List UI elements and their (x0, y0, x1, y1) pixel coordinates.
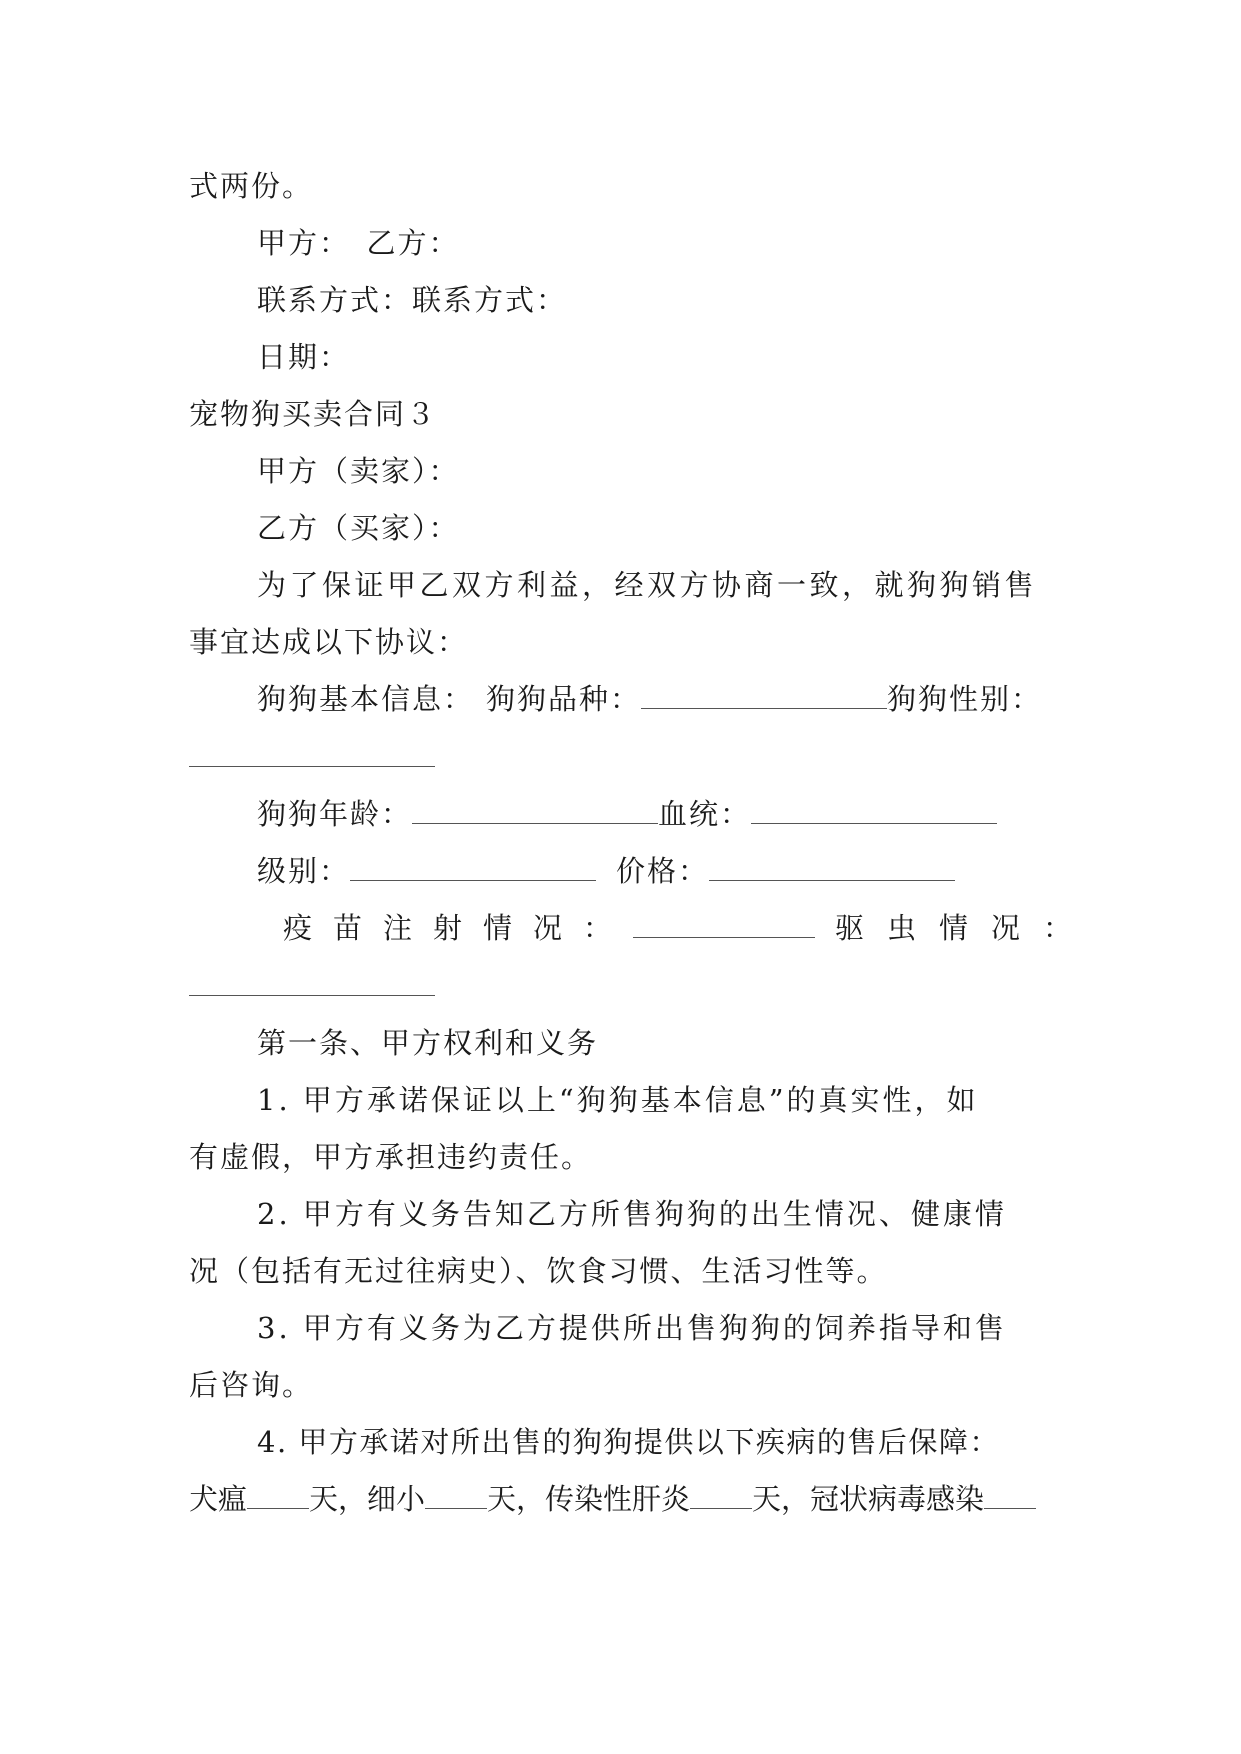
text-line: 式两份。 (189, 169, 314, 203)
basic-info-row-4 (283, 908, 1095, 948)
article-1-item-1-cont: 有虚假，甲方承担违约责任。 (189, 1140, 593, 1174)
deworm-label: 驱虫情况： (835, 911, 1096, 945)
article-1-item-1: 1. 甲方承诺保证以上“狗狗基本信息”的真实性，如 (257, 1083, 979, 1117)
date-line: 日期： (257, 340, 351, 374)
disease-3-label: 天，传染性肝炎 (487, 1482, 691, 1516)
article-1-item-2-cont: 况（包括有无过往病史）、饮食习惯、生活习性等。 (189, 1254, 888, 1288)
pedigree-blank[interactable] (751, 797, 997, 824)
breed-label: 狗狗品种： (486, 682, 642, 716)
contract-title: 宠物狗买卖合同３ (189, 397, 438, 431)
disease-3-blank[interactable] (690, 1482, 752, 1509)
age-blank[interactable] (412, 797, 658, 824)
disease-line (189, 1479, 1036, 1519)
disease-2-blank[interactable] (425, 1482, 487, 1509)
disease-2-label: 天，细小 (309, 1482, 426, 1516)
contact-line: 联系方式：联系方式： (257, 283, 568, 317)
basic-info-row-2 (257, 794, 997, 834)
grade-label: 级别： (257, 854, 351, 888)
seller-line: 甲方（卖家）： (257, 454, 460, 488)
vaccine-blank[interactable] (633, 911, 815, 938)
pedigree-label: 血统： (658, 797, 752, 831)
age-label: 狗狗年龄： (257, 797, 413, 831)
sex-blank[interactable] (189, 766, 435, 767)
basic-info-row-3 (257, 851, 955, 891)
basic-info-row-1 (257, 679, 1042, 719)
breed-blank[interactable] (641, 682, 887, 709)
party-line: 甲方： 乙方： (257, 226, 460, 260)
article-1-item-3-cont: 后咨询。 (189, 1368, 314, 1402)
disease-4-blank[interactable] (984, 1482, 1036, 1509)
vaccine-label: 疫苗注射情况： (283, 911, 634, 945)
sex-label: 狗狗性别： (887, 682, 1043, 716)
price-blank[interactable] (709, 854, 955, 881)
basic-info-label: 狗狗基本信息： (257, 682, 475, 716)
grade-blank[interactable] (350, 854, 596, 881)
deworm-blank[interactable] (189, 995, 435, 996)
preamble-line-2: 事宜达成以下协议： (189, 625, 469, 659)
buyer-line: 乙方（买家）： (257, 511, 460, 545)
article-1-title: 第一条、甲方权利和义务 (257, 1026, 599, 1060)
disease-4-label: 天，冠状病毒感染 (752, 1482, 985, 1516)
disease-1-label: 犬瘟 (189, 1482, 248, 1516)
article-1-item-4: 4. 甲方承诺对所出售的狗狗提供以下疾病的售后保障： (257, 1425, 1000, 1459)
disease-1-blank[interactable] (247, 1482, 309, 1509)
article-1-item-3: 3. 甲方有义务为乙方提供所出售狗狗的饲养指导和售 (257, 1311, 1007, 1345)
article-1-item-2: 2. 甲方有义务告知乙方所售狗狗的出生情况、健康情 (257, 1197, 1007, 1231)
preamble-line: 为了保证甲乙双方利益，经双方协商一致，就狗狗销售 (257, 568, 1038, 602)
price-label: 价格： (616, 854, 710, 888)
